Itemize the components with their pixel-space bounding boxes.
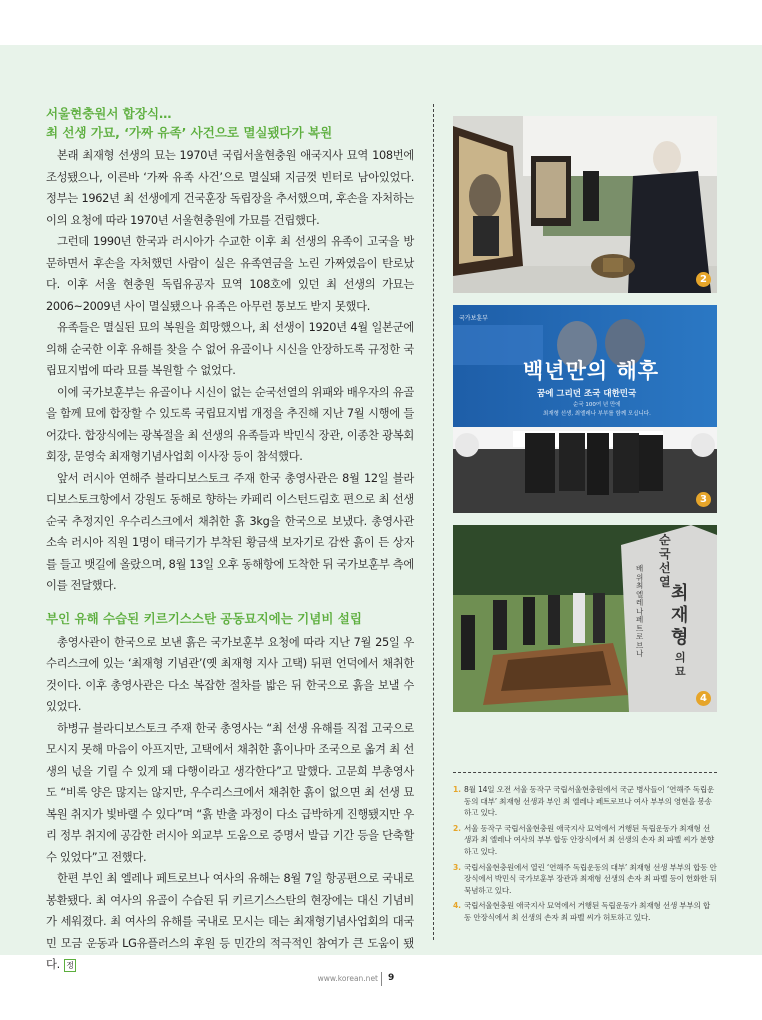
caption-text: 국립서울현충원에서 열린 ‘연해주 독립운동의 대부’ 최재형 선생 부부의 합동 안장식에서 박민식 국가보훈부 장관과 최재형 선생의 손자 최 파벨 등이 헌화한 뒤 묵념하고 있다. (464, 862, 717, 895)
footer-separator (381, 972, 382, 986)
photo-2-badge: 2 (696, 272, 711, 287)
section2-paragraph: 총영사관이 한국으로 보낸 흙은 국가보훈부 요청에 따라 지난 7월 25일 우수리스크에 있는 ‘최재형 기념관’(옛 최재형 지사 고택) 뒤편 언덕에서 채취한 것이다. 이후 총영사관은 다소 복잡한 절차를 밟은 뒤 한국으로 흙을 보낼 수 있었다. (46, 635, 414, 713)
section2-paragraph: 하병규 블라디보스토크 주재 한국 총영사는 “최 선생 유해를 직접 고국으로 모시지 못해 마음이 아프지만, 고택에서 채취한 흙이나마 조국으로 옮겨 최 선생의 넋을 기릴 수 있게 돼 다행이라고 생각한다”고 말했다. 고문희 부총영사도 “비록 양은 많지는 않지만, 우수리스크에서 채취한 흙이 없으면 최 선생 묘 복원 취지가 빛바랠 수 있다”며 “흙 반출 과정이 다소 급박하게 진행됐지만 우리 정부 취지에 공감한 러시아 외교부 도움으로 증명서 발급 기간 등을 단축할 수 있었다”고 전했다. (46, 721, 414, 864)
section1-paragraph: 앞서 러시아 연해주 블라디보스토크 주재 한국 총영사관은 8월 12일 블라디보스토크항에서 강원도 동해로 향하는 카페리 이스턴드림호 편으로 최 선생 순국 추정지인 우수리스크에서 채취한 흙 3kg을 한국으로 보냈다. 총영사관 소속 러시아 직원 1명이 태극기가 부착된 황금색 보자기로 감싼 흙이 든 상자를 들고 뱃길에 올랐으며, 8월 13일 오후 동해항에 도착한 뒤 국가보훈부 측에 이를 전달했다. (46, 471, 414, 592)
article-column (46, 104, 414, 976)
photo-4 (453, 525, 717, 712)
caption-text: 서울 동작구 국립서울현충원 애국지사 묘역에서 거행된 독립운동가 최재형 선생과 최 엘레나 여사의 부부 합동 안장식에서 최 선생의 손자 최 파벨 씨가 분향하고 있다. (464, 823, 714, 856)
end-mark-icon: 정 (64, 959, 76, 972)
section1-heading-line2: 최 선생 가묘, ‘가짜 유족’ 사건으로 멸실됐다가 복원 (46, 125, 333, 140)
banner-line1: 순국 100여 년 만에 (573, 402, 621, 408)
caption-number: 3. (453, 862, 461, 872)
caption-item (453, 784, 717, 819)
footer-url[interactable]: www.korean.net (317, 974, 378, 983)
caption-number: 1. (453, 785, 461, 794)
stone-title: 순국선열 (659, 533, 671, 589)
page-number: 9 (388, 973, 395, 983)
photo-3-badge: 3 (696, 492, 711, 507)
banner-org: 국가보훈부 (459, 315, 488, 322)
column-divider (433, 104, 434, 940)
caption-divider (453, 772, 717, 773)
caption-text: 8월 14일 오전 서울 동작구 국립서울현충원에서 국군 병사들이 ‘연해주 독립운동의 대부’ 최재형 선생과 부인 최 엘레나 페트로브나 여사 부부의 영현을 봉송하고 있다. (464, 785, 715, 818)
banner-title: 백년만의 해후 (523, 358, 660, 383)
stone-spouse: 배위 최엘레나 페트로브나 (636, 564, 644, 658)
caption-item (453, 900, 717, 923)
photo-3 (453, 305, 717, 513)
caption-text: 국립서울현충원 애국지사 묘역에서 거행된 독립운동가 최재형 선생 부부의 합동 안장식에서 최 선생의 손자 최 파벨 씨가 허토하고 있다. (464, 901, 711, 922)
section1-paragraph: 그런데 1990년 한국과 러시아가 수교한 이후 최 선생의 유족이 고국을 방문하면서 후손을 자처했던 사람이 실은 유족연금을 노린 가짜였음이 탄로났다. 이후 서울 현충원 독립유공자 묘역 108호에 있던 최 선생의 가묘는 2006~2009년 사이 멸실됐으나 유족은 아무런 통보도 받지 못했다. (46, 235, 414, 313)
photo-2 (453, 116, 717, 293)
section1-paragraph: 유족들은 멸실된 묘의 복원을 희망했으나, 최 선생이 1920년 4월 일본군에 의해 순국한 이후 유해를 찾을 수 없어 유골이나 시신을 안장하도록 규정한 국립묘지법에 따라 묘를 복원할 수 없었다. (46, 321, 414, 377)
section1-paragraph: 본래 최재형 선생의 묘는 1970년 국립서울현충원 애국지사 묘역 108번에 조성됐으나, 이른바 ‘가짜 유족 사건’으로 멸실돼 지금껏 빈터로 남아있었다. 정부는 1962년 최 선생에게 건국훈장 독립장을 추서했으며, 후손을 자처하는 이의 요청에 따라 1970년 서울현충원에 가묘를 건립했다. (46, 149, 414, 227)
stone-name: 최재형 (671, 583, 689, 648)
caption-item (453, 862, 717, 897)
banner-subtitle: 꿈에 그리던 조국 대한민국 (537, 389, 637, 399)
section2-paragraph (46, 868, 414, 976)
stone-suffix: 의묘 (675, 651, 686, 678)
section1-heading-line1: 서울현충원서 합장식… (46, 106, 172, 121)
caption-number: 4. (453, 901, 461, 911)
banner-line2: 최재형 선생, 최엘레나 부부를 함께 모십니다. (543, 411, 651, 417)
section1-paragraph: 이에 국가보훈부는 유골이나 시신이 없는 순국선열의 위패와 배우자의 유골을 함께 묘에 합장할 수 있도록 국립묘지법 개정을 추진해 지난 7월 시행에 들어갔다. 합장식에는 광복절을 최 선생의 유족들과 박민식 장관, 이종찬 광복회 회장, 문영숙 최재형기념사업회 이사장 등이 참석했다. (46, 385, 414, 463)
photo-4-badge: 4 (696, 691, 711, 706)
page-footer (0, 972, 762, 992)
caption-list (453, 784, 717, 928)
section2-paragraph-text: 한편 부인 최 엘레나 페트로브나 여사의 유해는 8월 7일 항공편으로 국내로 봉환됐다. 최 여사의 유골이 수습된 뒤 키르기스스탄의 현장에는 대신 기념비가 세워졌다. 최 여사의 유해를 국내로 모시는 데는 최재형기념사업회의 대국민 모금 운동과 LG유플러스의 후원 등 민간의 적극적인 참여가 큰 도움이 됐다. (46, 872, 414, 971)
photo-2-image (453, 116, 717, 293)
caption-number: 2. (453, 823, 461, 833)
caption-item (453, 823, 717, 858)
section2-heading: 부인 유해 수습된 키르기스스탄 공동묘지에는 기념비 설립 (46, 610, 362, 626)
